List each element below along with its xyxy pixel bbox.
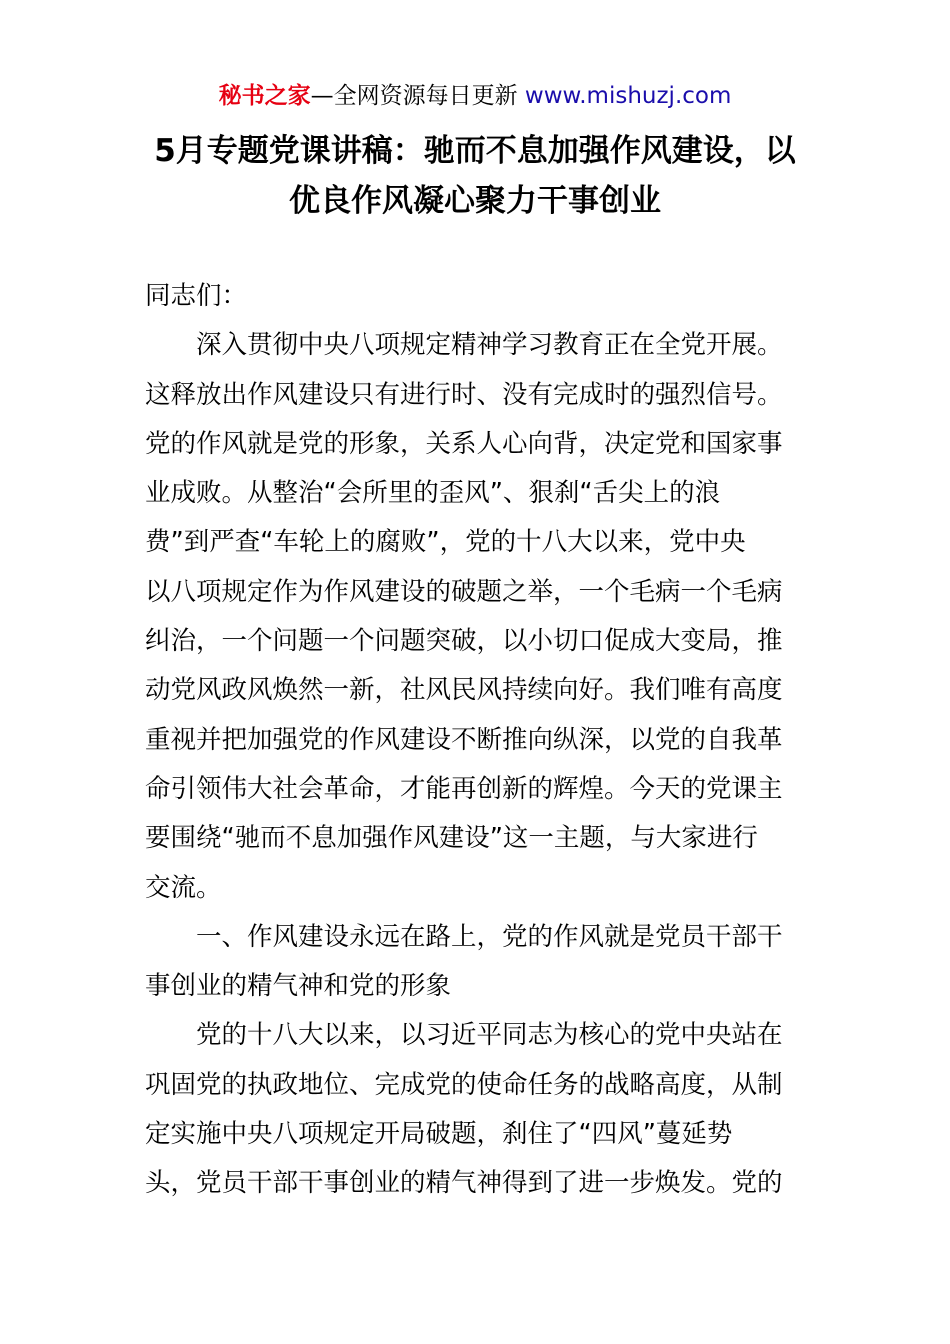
site-brand: 秘书之家 (218, 83, 311, 109)
site-tagline: —全网资源每日更新 (310, 83, 518, 109)
body-line: 动党风政风焕然一新，社风民风持续向好。我们唯有高度 (145, 675, 783, 706)
body-line: 这释放出作风建设只有进行时、没有完成时的强烈信号。 (145, 379, 783, 410)
document-title (130, 126, 820, 226)
body-line: 交流。 (145, 872, 222, 903)
title-line-1: 5月专题党课讲稿：驰而不息加强作风建设，以 (154, 133, 796, 169)
body-line: 头，党员干部干事创业的精气神得到了进一步焕发。党的 (145, 1168, 783, 1199)
title-line-2: 优良作风凝心聚力干事创业 (289, 183, 661, 219)
site-header (0, 80, 950, 112)
body-line: 定实施中央八项规定开局破题，刹住了“四风”蔓延势 (145, 1119, 733, 1150)
body-line: 要围绕“驰而不息加强作风建设”这一主题，与大家进行 (145, 823, 758, 854)
body-line: 纠治，一个问题一个问题突破，以小切口促成大变局，推 (145, 626, 783, 657)
body-line: 以八项规定作为作风建设的破题之举，一个毛病一个毛病 (145, 576, 783, 607)
body-line: 深入贯彻中央八项规定精神学习教育正在全党开展。 (196, 330, 783, 361)
body-line: 党的十八大以来，以习近平同志为核心的党中央站在 (196, 1020, 783, 1051)
body-line: 业成败。从整治“会所里的歪风”、狠刹“舌尖上的浪 (145, 478, 721, 509)
section-heading: 事创业的精气神和党的形象 (145, 971, 452, 1002)
section-heading: 一、作风建设永远在路上，党的作风就是党员干部干 (196, 921, 783, 952)
salutation: 同志们： (145, 281, 248, 311)
body-line: 党的作风就是党的形象，关系人心向背，决定党和国家事 (145, 428, 783, 459)
body-line: 重视并把加强党的作风建设不断推向纵深，以党的自我革 (145, 724, 783, 755)
body-line: 巩固党的执政地位、完成党的使命任务的战略高度，从制 (145, 1069, 783, 1100)
document-body (145, 272, 807, 1209)
site-url-link[interactable]: www.mishuzj.com (524, 83, 732, 109)
body-line: 费”到严查“车轮上的腐败”，党的十八大以来，党中央 (145, 527, 746, 558)
body-line: 命引领伟大社会革命，才能再创新的辉煌。今天的党课主 (145, 773, 783, 804)
